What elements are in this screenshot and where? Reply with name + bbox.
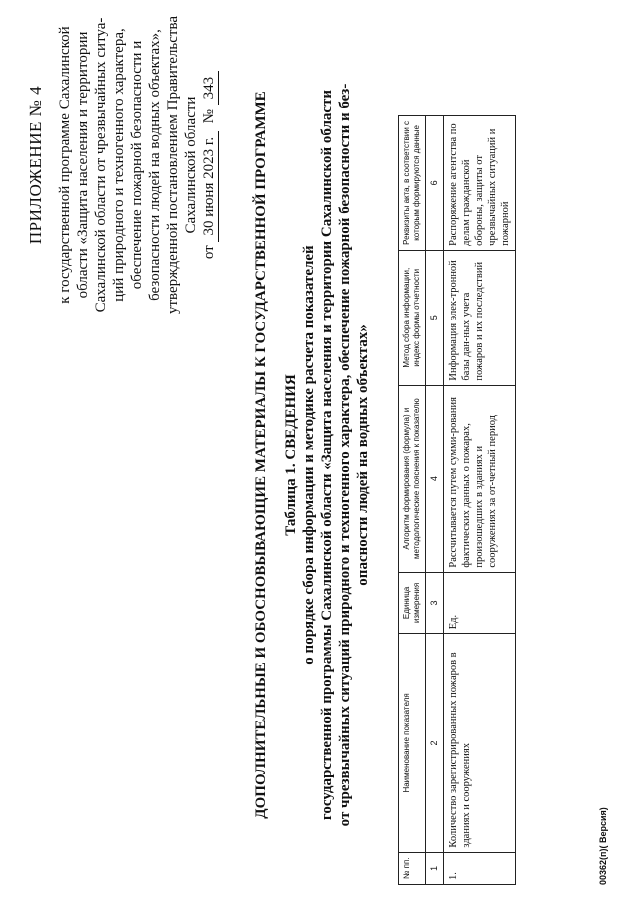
appendix-header: ПРИЛОЖЕНИЕ № 4 [26, 85, 45, 245]
appendix-line: ций природного и техногенного характера, [111, 28, 127, 302]
column-number: 5 [426, 250, 444, 385]
column-number: 4 [426, 385, 444, 572]
indicator-method: Информация элек-тронной базы дан-ных учета пожаров и их последствий [444, 250, 516, 385]
column-number: 3 [426, 572, 444, 634]
header-cell: Единица измерения [399, 572, 426, 634]
header-cell: Наименование показателя [399, 634, 426, 852]
column-number-row [426, 116, 444, 885]
table-description-line: от чрезвычайных ситуаций природного и техногенного характера, обеспечение пожарной безопасности и без- [337, 83, 353, 827]
document-footer: 00362(п)( Версия) [598, 807, 608, 885]
appendix-line: обеспечение пожарной безопасности и [129, 40, 145, 290]
table-subtitle: о порядке сбора информации и методике расчета показателей [301, 245, 317, 665]
table-header-row [399, 116, 426, 885]
number-value: 343 [200, 71, 219, 106]
appendix-line: Сахалинской области [183, 96, 199, 234]
indicator-act: Распоряжение агентства по делам гражданской обороны, защиты от чрезвычайных ситуаций и пожарной [444, 116, 516, 251]
column-number: 2 [426, 634, 444, 852]
table-title: Таблица 1. СВЕДЕНИЯ [283, 374, 299, 536]
header-cell: Алгоритм формирования (формула) и методологические пояснения к показателю [399, 385, 426, 572]
header-cell: № пп. [399, 852, 426, 884]
appendix-line: области «Защита населения и территории [75, 31, 91, 299]
column-number: 1 [426, 852, 444, 884]
header-cell: Реквизиты акта, в соответствии с которым формируются данные [399, 116, 426, 251]
column-number: 6 [426, 116, 444, 251]
row-number: 1. [444, 852, 516, 884]
appendix-line: безопасности людей на водных объектах», [147, 29, 163, 301]
indicator-unit: Ед. [444, 572, 516, 634]
indicators-table [398, 115, 516, 885]
appendix-line: к государственной программе Сахалинской [57, 26, 73, 304]
header-cell: Метод сбора информации, индекс формы отчетности [399, 250, 426, 385]
number-prefix: № [201, 109, 217, 124]
date-value: 30 июня 2023 г. [200, 131, 219, 242]
rotated-content [20, 5, 620, 905]
indicator-name: Количество зарегистрированных пожаров в зданиях и сооружениях [444, 634, 516, 852]
appendix-line: Сахалинской области от чрезвычайных ситуа- [93, 17, 109, 313]
table-description-line: опасности людей на водных объектах» [355, 324, 371, 586]
indicator-algorithm: Рассчитывается путем сумми-рования фактических данных о пожарах, произошедших в зданиях и сооружениях за от-четный период [444, 385, 516, 572]
date-prefix: от [201, 245, 217, 260]
table-row [444, 116, 516, 885]
appendix-block [26, 15, 219, 315]
table-description-line: государственной программы Сахалинской области «Защита населения и территории Сахалинской области [319, 89, 335, 821]
main-title: ДОПОЛНИТЕЛЬНЫЕ И ОБОСНОВЫВАЮЩИЕ МАТЕРИАЛЫ К ГОСУДАРСТВЕННОЙ ПРОГРАММЕ [253, 91, 269, 819]
appendix-line: утвержденной постановлением Правительства [165, 15, 181, 315]
appendix-date-line [200, 15, 219, 315]
